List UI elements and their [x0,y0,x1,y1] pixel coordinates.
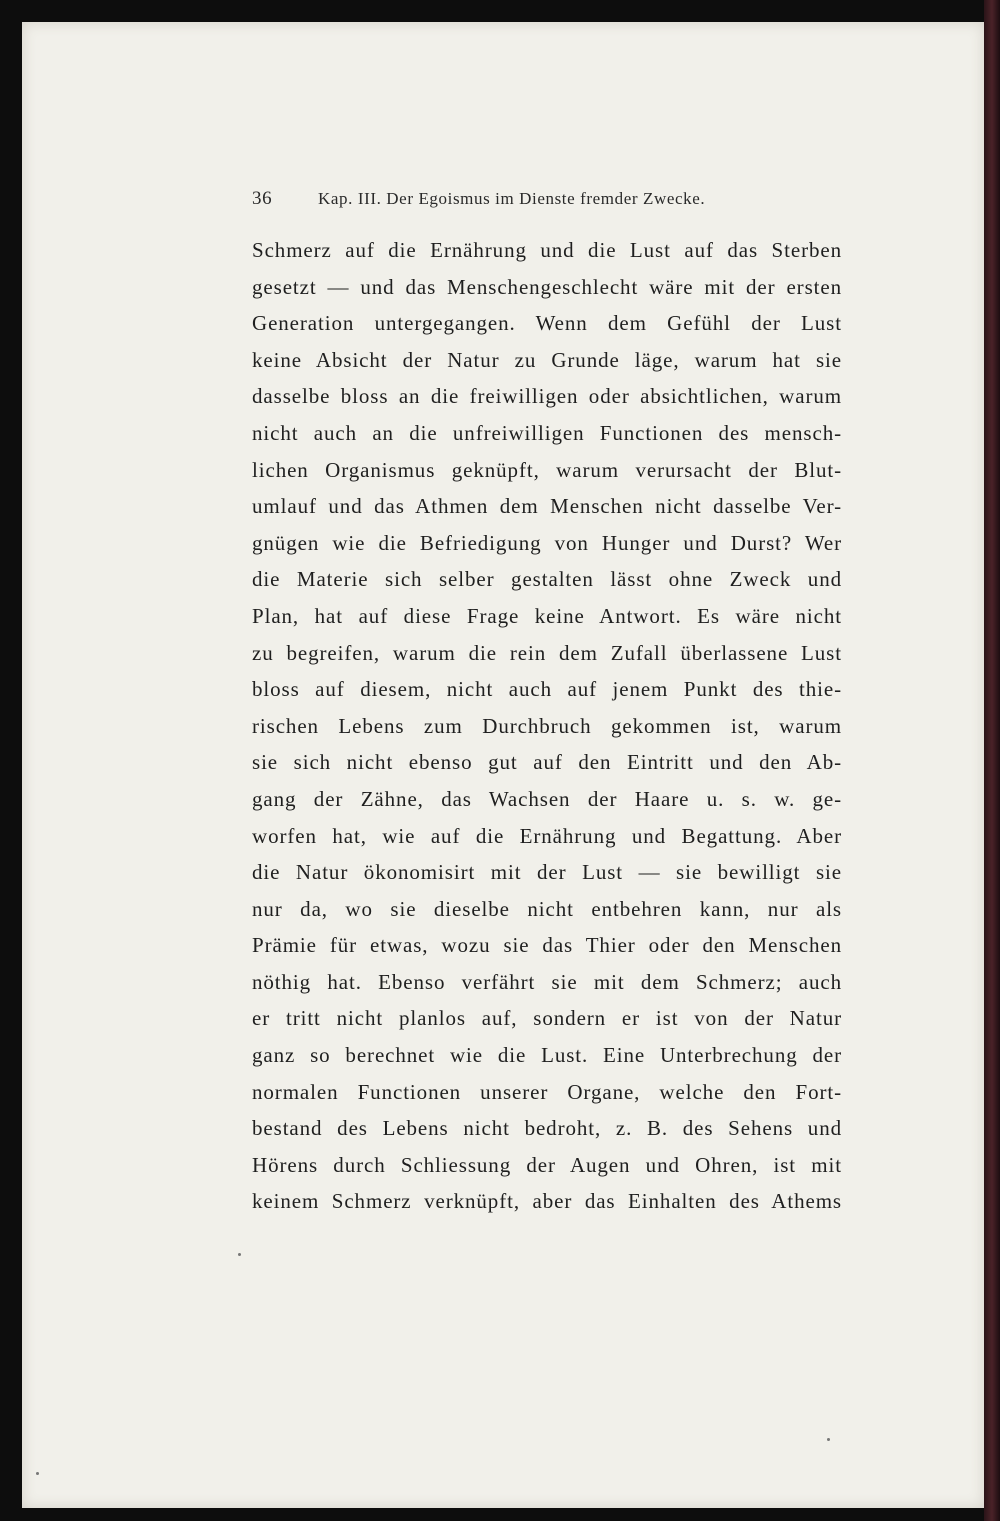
text-line: Schmerz auf die Ernährung und die Lust auf das Sterben [252,238,842,262]
paper-speck [36,1472,39,1475]
text-line: keinem Schmerz verknüpft, aber das Einhalten des Athems [252,1189,842,1214]
text-line: lichen Organismus geknüpft, warum verursacht der Blut- [252,457,842,482]
paper-speck [827,1438,830,1441]
text-line: gnügen wie die Befriedigung von Hunger und Durst? Wer [252,530,842,555]
text-line: Generation untergegangen. Wenn dem Gefühl der Lust [252,311,842,336]
running-head: Kap. III. Der Egoismus im Dienste fremder Zwecke. [318,189,706,208]
text-line: keine Absicht der Natur zu Grunde läge, warum hat sie [252,347,842,372]
text-line: bestand des Lebens nicht bedroht, z. B. des Sehens und [252,1116,842,1141]
text-line: umlauf und das Athmen dem Menschen nicht dasselbe Ver- [252,494,842,519]
text-line: die Natur ökonomisirt mit der Lust — sie bewilligt sie [252,860,842,885]
text-line: Prämie für etwas, wozu sie das Thier oder den Menschen [252,933,842,958]
text-line: normalen Functionen unserer Organe, welche den Fort- [252,1079,842,1104]
text-line: sie sich nicht ebenso gut auf den Eintritt und den Ab- [252,750,842,775]
text-line: nicht auch an die unfreiwilligen Functionen des mensch- [252,420,842,445]
text-line: nur da, wo sie dieselbe nicht entbehren kann, nur als [252,896,842,921]
text-line: Plan, hat auf diese Frage keine Antwort. Es wäre nicht [252,603,842,628]
text-line: Hörens durch Schliessung der Augen und Ohren, ist mit [252,1152,842,1177]
page-header [252,188,842,218]
body-text [252,232,842,1220]
text-line: zu begreifen, warum die rein dem Zufall überlassene Lust [252,640,842,665]
paper-speck [238,1253,241,1256]
text-line: nöthig hat. Ebenso verfährt sie mit dem Schmerz; auch [252,969,842,994]
book-edge [984,0,1000,1521]
page-number: 36 [252,188,273,209]
text-line: er tritt nicht planlos auf, sondern er ist von der Natur [252,1006,842,1031]
text-line: dasselbe bloss an die freiwilligen oder absichtlichen, warum [252,384,842,409]
text-line: rischen Lebens zum Durchbruch gekommen ist, warum [252,713,842,738]
text-line: gesetzt — und das Menschengeschlecht wäre mit der ersten [252,274,842,299]
text-line: gang der Zähne, das Wachsen der Haare u. s. w. ge- [252,786,842,811]
text-line: bloss auf diesem, nicht auch auf jenem Punkt des thie- [252,677,842,702]
text-line: ganz so berechnet wie die Lust. Eine Unterbrechung der [252,1043,842,1068]
text-line: worfen hat, wie auf die Ernährung und Begattung. Aber [252,823,842,848]
text-line: die Materie sich selber gestalten lässt ohne Zweck und [252,567,842,592]
